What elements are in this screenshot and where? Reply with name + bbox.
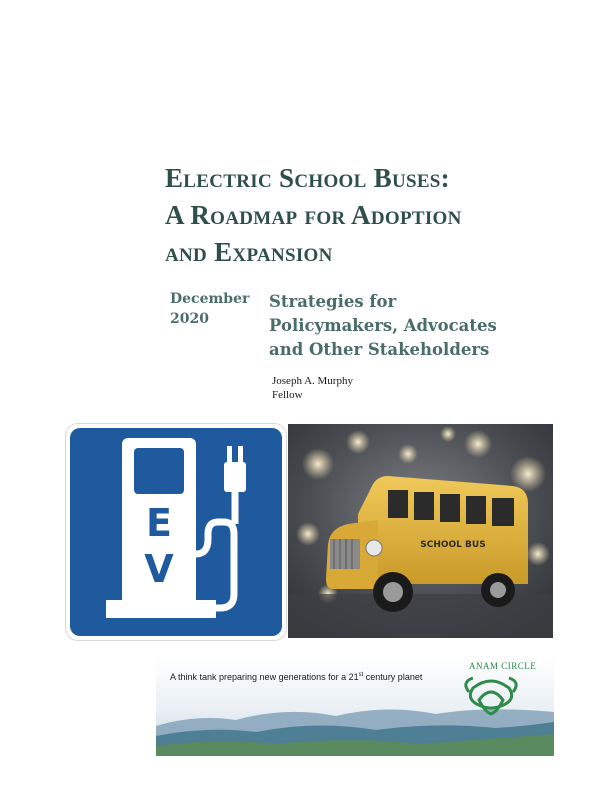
bus-photo-illustration bbox=[288, 424, 553, 638]
organization-banner bbox=[156, 656, 554, 756]
title-line-1: Electric School Buses: bbox=[165, 163, 450, 193]
school-bus-photo bbox=[288, 424, 553, 638]
banner-tagline: A think tank preparing new generations for a 21st century planet bbox=[170, 672, 423, 682]
plug-head bbox=[224, 462, 246, 492]
bus-headlight bbox=[366, 540, 382, 556]
author-name: Joseph A. Murphy bbox=[272, 375, 353, 387]
date-year: 2020 bbox=[170, 311, 209, 327]
ev-letter-e: E bbox=[146, 501, 172, 545]
author-role: Fellow bbox=[272, 389, 303, 401]
bus-sign-text: SCHOOL BUS bbox=[420, 540, 486, 550]
pump-base bbox=[106, 600, 216, 618]
ev-letter-v: V bbox=[144, 547, 174, 591]
bus-body bbox=[358, 476, 528, 584]
pump-screen bbox=[134, 448, 184, 494]
author-block bbox=[272, 374, 353, 402]
title-line-2: A Roadmap for Adoption bbox=[165, 200, 462, 230]
subtitle-line-2: Policymakers, Advocates bbox=[269, 316, 497, 335]
publication-date bbox=[170, 289, 249, 329]
document-title bbox=[165, 160, 585, 271]
date-month: December bbox=[170, 291, 250, 307]
mountain-landscape bbox=[156, 656, 554, 756]
ev-charging-sign bbox=[66, 424, 286, 640]
title-line-3: and Expansion bbox=[165, 237, 333, 267]
organization-name: ANAM CIRCLE bbox=[469, 661, 537, 671]
subtitle-line-1: Strategies for bbox=[269, 292, 397, 311]
subtitle-line-3: and Other Stakeholders bbox=[269, 340, 490, 359]
ev-charger-icon bbox=[66, 424, 286, 640]
document-subtitle bbox=[269, 290, 497, 362]
